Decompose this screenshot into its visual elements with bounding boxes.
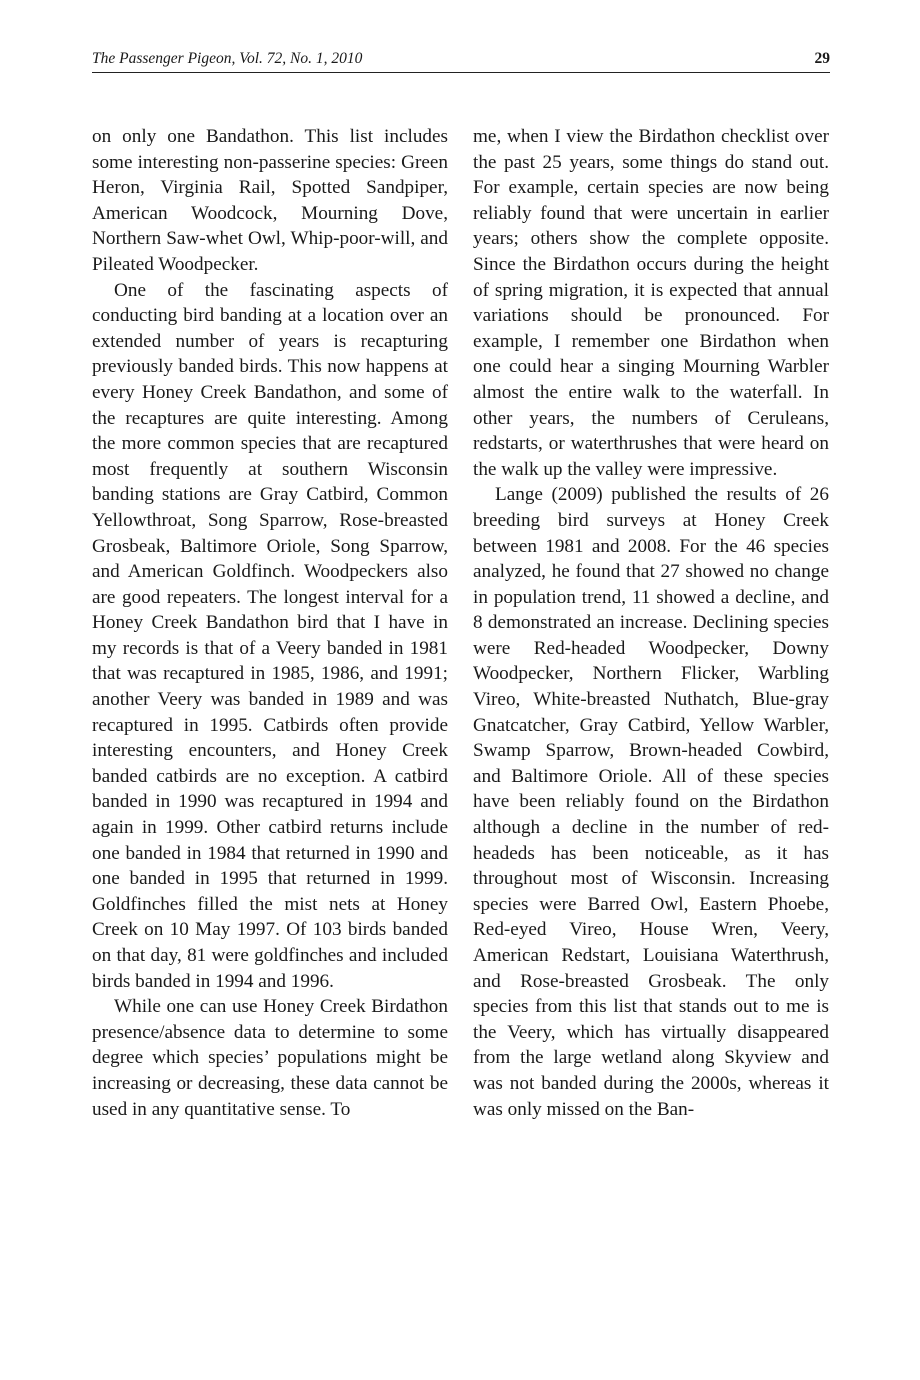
running-head [92, 50, 830, 70]
paragraph: One of the fascinating aspects of conducting bird banding at a location over an extended number of years is recapturing previously banded birds. This now happens at every Honey Creek Bandathon, and some of the recaptures are quite interesting. Among the more common species that are recaptured most frequently at southern Wisconsin banding stations are Gray Catbird, Common Yellowthroat, Song Sparrow, Rose-breasted Grosbeak, Baltimore Oriole, Song Sparrow, and American Goldfinch. Woodpeckers also are good repeaters. The longest interval for a Honey Creek Bandathon bird that I have in my records is that of a Veery banded in 1981 that was recaptured in 1985, 1986, and 1991; another Veery was banded in 1989 and was recaptured in 1995. Catbirds often provide interesting encounters, and Honey Creek banded catbirds are no exception. A catbird banded in 1990 was recaptured in 1994 and again in 1999. Other catbird returns include one banded in 1984 that returned in 1990 and one banded in 1995 that returned in 1999. Goldfinches filled the mist nets at Honey Creek on 10 May 1997. Of 103 birds banded on that day, 81 were goldfinches and included birds banded in 1994 and 1996. [92, 279, 448, 992]
header-rule [92, 72, 830, 73]
paragraph-continued: me, when I view the Birdathon checklist over the past 25 years, some things do stand out. For example, certain species are now being reliably found that were uncertain in earlier years; others show the complete opposite. Since the Birdathon occurs during the height of spring migration, it is expected that annual variations should be pronounced. For example, I remember one Birdathon when one could hear a singing Mourning Warbler almost the entire walk to the waterfall. In other years, the numbers of Ceruleans, redstarts, or waterthrushes that were heard on the walk up the valley were impressive. [473, 126, 829, 480]
right-column [473, 124, 829, 1122]
journal-citation: The Passenger Pigeon, Vol. 72, No. 1, 2010 [92, 50, 363, 67]
left-column [92, 124, 448, 1122]
page-number: 29 [814, 50, 830, 67]
paragraph: While one can use Honey Creek Birdathon presence/absence data to determine to some degree which species’ populations might be increasing or decreasing, these data cannot be used in any quantitative sense. To [92, 996, 448, 1120]
paragraph: Lange (2009) published the results of 26 breeding bird surveys at Honey Creek between 1981 and 2008. For the 46 species analyzed, he found that 27 showed no change in population trend, 11 showed a decline, and 8 demonstrated an increase. Declining species were Red-headed Woodpecker, Downy Woodpecker, Northern Flicker, Warbling Vireo, White-breasted Nuthatch, Blue-gray Gnatcatcher, Gray Catbird, Yellow Warbler, Swamp Sparrow, Brown-headed Cowbird, and Baltimore Oriole. All of these species have been reliably found on the Birdathon although a decline in the number of red-headeds has been noticeable, as it has throughout most of Wisconsin. Increasing species were Barred Owl, Eastern Phoebe, Red-eyed Vireo, House Wren, Veery, American Redstart, Louisiana Waterthrush, and Rose-breasted Grosbeak. The only species from this list that stands out to me is the Veery, which has virtually disappeared from the large wetland along Skyview and was not banded during the 2000s, whereas it was only missed on the Ban- [473, 484, 829, 1120]
paragraph-continued: on only one Bandathon. This list includes some interesting non-passerine species: Green Heron, Virginia Rail, Spotted Sandpiper, American Woodcock, Mourning Dove, Northern Saw-whet Owl, Whip-poor-will, and Pileated Woodpecker. [92, 126, 448, 275]
